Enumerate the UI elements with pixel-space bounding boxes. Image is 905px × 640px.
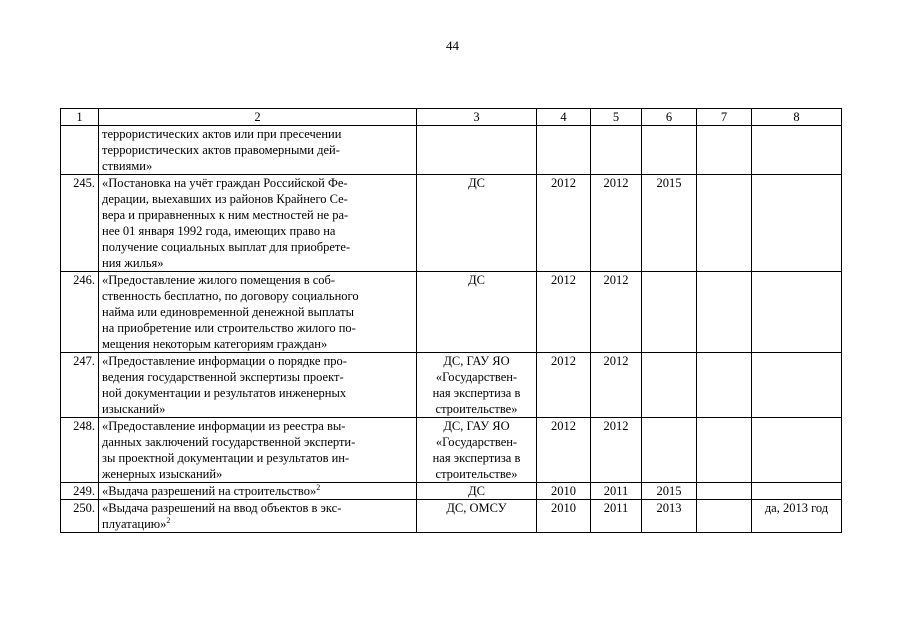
service-name-line [102, 304, 413, 320]
service-name-text: «Выдача разрешений на ввод объектов в экс- [102, 501, 342, 515]
service-name [99, 483, 417, 500]
cell-c4 [537, 126, 591, 175]
service-name-line [102, 500, 413, 516]
responsible-org-line: строительстве» [435, 402, 518, 416]
responsible-org-line: ная экспертиза в [432, 386, 521, 400]
service-name-line [102, 483, 413, 499]
cell-c6: 2015 [642, 175, 697, 272]
table-row [61, 353, 842, 418]
service-name-line [102, 272, 413, 288]
service-name-line [102, 175, 413, 191]
service-name-line [102, 126, 413, 142]
cell-c8 [752, 126, 842, 175]
responsible-org-line: ДС [468, 484, 485, 498]
row-number: 245. [61, 175, 99, 272]
cell-c7 [697, 126, 752, 175]
responsible-org [417, 483, 537, 500]
column-header-2: 2 [99, 109, 417, 126]
cell-c4: 2012 [537, 418, 591, 483]
service-name-line [102, 450, 413, 466]
service-name-text: ной документации и результатов инженерных [102, 386, 347, 400]
service-name-text: «Предоставление информации из реестра вы- [102, 419, 346, 433]
page-number: 44 [446, 38, 459, 53]
service-name-line [102, 207, 413, 223]
column-header-8: 8 [752, 109, 842, 126]
service-name-text: на приобретение или строительство жилого по- [102, 321, 356, 335]
service-name-text: найма или единовременной денежной выплаты [102, 305, 354, 319]
cell-c6 [642, 272, 697, 353]
column-header-7: 7 [697, 109, 752, 126]
service-name [99, 418, 417, 483]
service-name-line [102, 353, 413, 369]
service-name-text: получение социальных выплат для приобрете- [102, 240, 351, 254]
service-name-text: плуатацию» [102, 517, 167, 531]
cell-c5: 2012 [591, 353, 642, 418]
service-name-line [102, 385, 413, 401]
responsible-org [417, 353, 537, 418]
cell-c5: 2012 [591, 175, 642, 272]
table-row [61, 126, 842, 175]
row-number: 250. [61, 500, 99, 533]
cell-c6 [642, 353, 697, 418]
column-header-3: 3 [417, 109, 537, 126]
service-name-line [102, 255, 413, 271]
responsible-org-line: ДС [468, 273, 485, 287]
table-row [61, 483, 842, 500]
column-header-4: 4 [537, 109, 591, 126]
cell-c6: 2015 [642, 483, 697, 500]
column-header-1: 1 [61, 109, 99, 126]
cell-c7 [697, 353, 752, 418]
cell-c5: 2012 [591, 418, 642, 483]
cell-c7 [697, 175, 752, 272]
service-name-text: террористических актов или при пресечении [102, 127, 342, 141]
service-name [99, 500, 417, 533]
service-name-text: ния жилья» [102, 256, 164, 270]
service-name-text: нее 01 января 1992 года, имеющих право на [102, 224, 336, 238]
service-name-text: ствиями» [102, 159, 153, 173]
service-name-line [102, 336, 413, 352]
row-number [61, 126, 99, 175]
responsible-org-line: ДС, ОМСУ [446, 501, 507, 515]
service-name-text: ведения государственной экспертизы проект- [102, 370, 344, 384]
column-header-6: 6 [642, 109, 697, 126]
responsible-org-line: строительстве» [435, 467, 518, 481]
cell-c5: 2012 [591, 272, 642, 353]
service-name-text: ственность бесплатно, по договору социального [102, 289, 359, 303]
service-name-text: «Выдача разрешений на строительство» [102, 484, 317, 498]
cell-c7 [697, 500, 752, 533]
service-name-line [102, 434, 413, 450]
responsible-org-line: ДС, ГАУ ЯО [443, 354, 510, 368]
service-name-line [102, 401, 413, 417]
service-name [99, 272, 417, 353]
service-name-text: вера и приравненных к ним местностей не ра- [102, 208, 349, 222]
cell-c5: 2011 [591, 483, 642, 500]
cell-c7 [697, 483, 752, 500]
responsible-org [417, 126, 537, 175]
cell-c8 [752, 353, 842, 418]
service-name-line [102, 516, 413, 532]
table-row [61, 500, 842, 533]
footnote-mark: 2 [316, 482, 321, 492]
responsible-org [417, 272, 537, 353]
cell-c7 [697, 418, 752, 483]
service-name-line [102, 288, 413, 304]
footnote-mark: 2 [166, 515, 171, 525]
service-name-line [102, 369, 413, 385]
service-name-text: данных заключений государственной эксперти- [102, 435, 356, 449]
service-name-text: «Предоставление жилого помещения в соб- [102, 273, 336, 287]
cell-c4: 2010 [537, 500, 591, 533]
cell-c6: 2013 [642, 500, 697, 533]
service-name-text: изысканий» [102, 402, 166, 416]
cell-c4: 2010 [537, 483, 591, 500]
cell-c8 [752, 175, 842, 272]
cell-c4: 2012 [537, 272, 591, 353]
service-name-text: «Постановка на учёт граждан Российской Фе- [102, 176, 348, 190]
cell-c5 [591, 126, 642, 175]
column-header-5: 5 [591, 109, 642, 126]
table-row [61, 418, 842, 483]
cell-c7 [697, 272, 752, 353]
responsible-org [417, 500, 537, 533]
service-name-line [102, 191, 413, 207]
service-name-text: женерных изысканий» [102, 467, 223, 481]
header-row [61, 109, 842, 126]
responsible-org [417, 418, 537, 483]
row-number: 248. [61, 418, 99, 483]
service-name [99, 175, 417, 272]
service-name [99, 126, 417, 175]
responsible-org-line: «Государствен- [435, 435, 518, 449]
service-name-line [102, 239, 413, 255]
cell-c5: 2011 [591, 500, 642, 533]
cell-c8 [752, 418, 842, 483]
service-name-line [102, 466, 413, 482]
service-name-line [102, 320, 413, 336]
service-name-text: террористических актов правомерными дей- [102, 143, 340, 157]
responsible-org-line: ная экспертиза в [432, 451, 521, 465]
service-name-text: «Предоставление информации о порядке про- [102, 354, 347, 368]
table-row [61, 175, 842, 272]
cell-c8 [752, 483, 842, 500]
row-number: 246. [61, 272, 99, 353]
service-name [99, 353, 417, 418]
cell-c4: 2012 [537, 175, 591, 272]
service-name-text: зы проектной документации и результатов ин- [102, 451, 350, 465]
service-name-text: дерации, выехавших из районов Крайнего Се- [102, 192, 348, 206]
service-name-line [102, 418, 413, 434]
cell-c6 [642, 418, 697, 483]
services-table [60, 108, 842, 533]
service-name-line [102, 223, 413, 239]
responsible-org-line: «Государствен- [435, 370, 518, 384]
cell-c4: 2012 [537, 353, 591, 418]
row-number: 247. [61, 353, 99, 418]
service-name-text: мещения некоторым категориям граждан» [102, 337, 328, 351]
responsible-org [417, 175, 537, 272]
responsible-org-line: ДС, ГАУ ЯО [443, 419, 510, 433]
cell-c8: да, 2013 год [752, 500, 842, 533]
row-number: 249. [61, 483, 99, 500]
cell-c8 [752, 272, 842, 353]
cell-c6 [642, 126, 697, 175]
service-name-line [102, 142, 413, 158]
table-row [61, 272, 842, 353]
responsible-org-line: ДС [468, 176, 485, 190]
service-name-line [102, 158, 413, 174]
